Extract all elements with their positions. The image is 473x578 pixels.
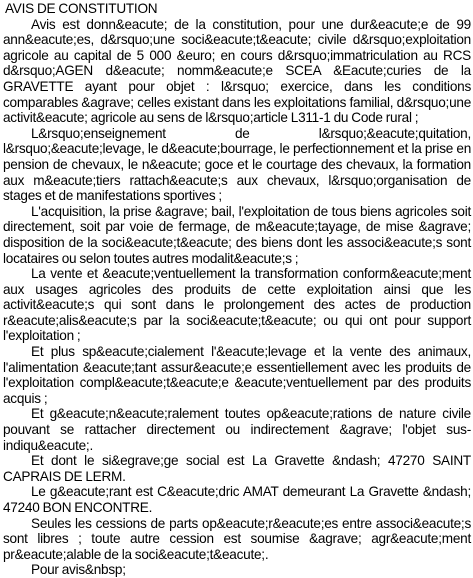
notice-paragraph-sale: La vente et &eacute;ventuellement la transformation conform&eacute;ment aux usages agricoles des produits de cette exploitation ainsi que les activit&eacute;s qui sont dans le prolongement des actes de production r&eacute;alis&eacute;s par la soci&eacute;t&eacute; ou qui ont pour support l'exploitation ;	[3, 266, 471, 344]
notice-title: AVIS DE CONSTITUTION	[5, 1, 158, 16]
notice-paragraph-breeding: Et plus sp&eacute;cialement l'&eacute;levage et la vente des animaux, l'alimentation &eacute;tant assur&eacute;e essentiellement avec les produits de l'exploitation compl&eacute;t&eacute;e &eacute;ventuellement par des produits acquis ;	[3, 344, 471, 406]
notice-paragraph-acquisition: L'acquisition, la prise &agrave; bail, l'exploitation de tous biens agricoles soit directement, soit par voie de fermage, de m&eacute;tayage, de mise &agrave; disposition de la soci&eacute;t&eacute; des biens dont les associ&eacute;s sont locataires ou selon toutes autres modalit&eacute;s ;	[3, 203, 471, 266]
notice-paragraph-duration: Avis est donn&eacute; de la constitution, pour une dur&eacute;e de 99 ann&eacute;es, d&rsquo;une soci&eacute;t&eacute; civile d&rsquo;exploitation agricole au capital de 5 000 &euro; en cours d&rsquo;immatriculation au RCS d&rsquo;AGEN d&eacute; nomm&eacute;e SCEA &Eacute;curies de la GRAVETTE ayant pour objet : l&rsquo; exercice, dans les conditions comparables &agrave; celles existant dans les exploitations familial, d&rsquo;une activit&eacute; agricole au sens de l&rsquo;article L311-1 du Code rural ;	[3, 16, 471, 126]
notice-paragraph-manager: Le g&eacute;rant est C&eacute;dric AMAT demeurant La Gravette &ndash; 47240 BON ENCONTRE.	[3, 484, 471, 515]
notice-paragraph-transfers: Seules les cessions de parts op&eacute;r&eacute;es entre associ&eacute;s sont libres ; toute autre cession est soumise &agrave; agr&eacute;ment pr&eacute;alable de la soci&eacute;t&eacute;.	[3, 515, 471, 562]
notice-paragraph-closing: Pour avis&nbsp;	[31, 562, 126, 578]
notice-paragraph-operations: Et g&eacute;n&eacute;ralement toutes op&eacute;rations de nature civile pouvant se rattacher directement ou indirectement &agrave; l'objet sus-indiqu&eacute;.	[3, 406, 471, 453]
notice-paragraph-equestrian: L&rsquo;enseignement de l&rsquo;&eacute;quitation, l&rsquo;&eacute;levage, le d&eacute;bourrage, le perfectionnement et la prise en pension de chevaux, le n&eacute; goce et le courtage des chevaux, la formation aux m&eacute;tiers rattach&eacute;s aux chevaux, l&rsquo;organisation de stages et de manifestations sportives ;	[3, 125, 471, 204]
notice-paragraph-headquarters: Et dont le si&egrave;ge social est La Gravette &ndash; 47270 SAINT CAPRAIS DE LERM.	[3, 453, 471, 484]
